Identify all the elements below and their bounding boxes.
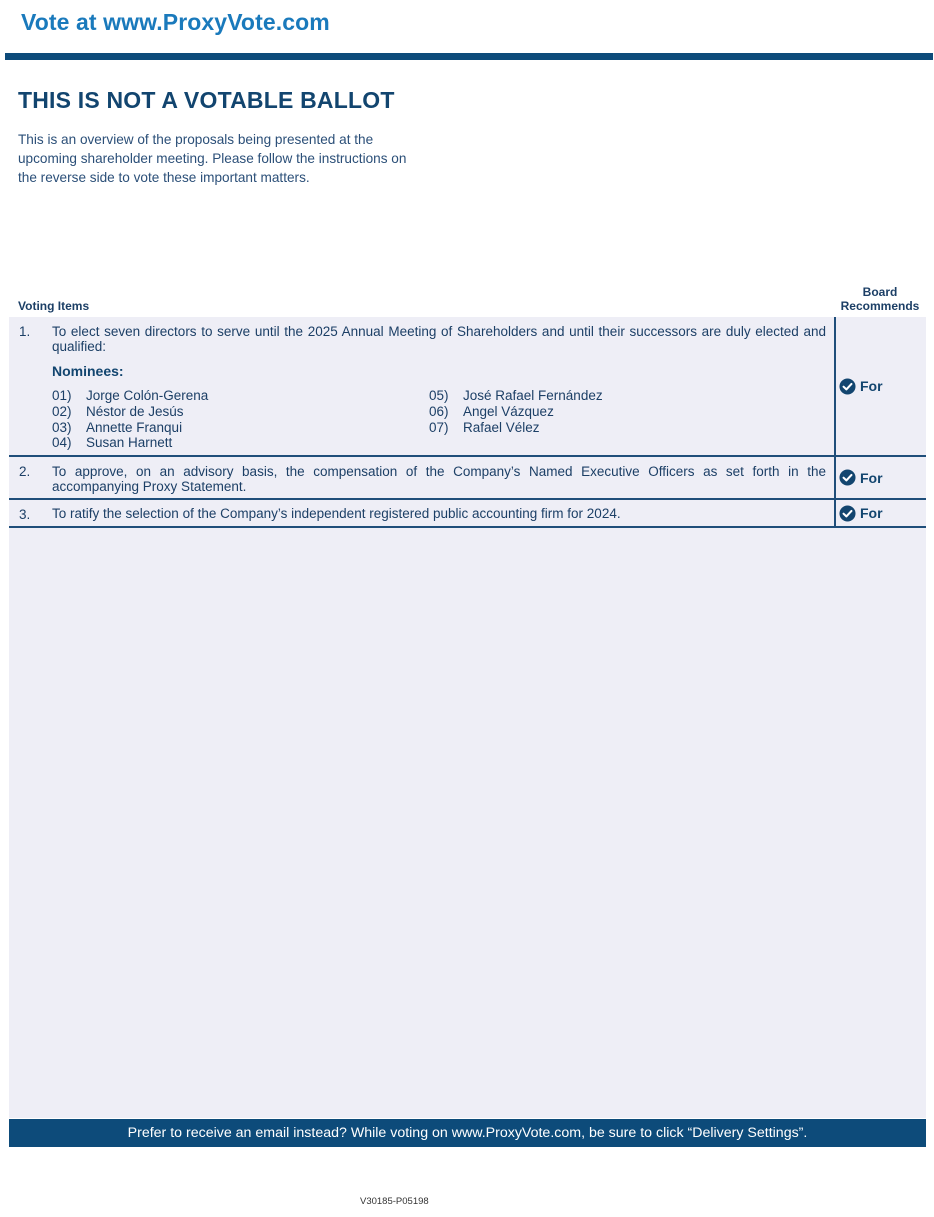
nominee-name: Annette Franqui: [86, 419, 183, 435]
nominee-number: 01): [52, 388, 72, 403]
voting-item-3: [9, 500, 926, 528]
nominee-number: 02): [52, 403, 72, 419]
intro-line: This is an overview of the proposals being presented at the: [18, 132, 374, 147]
nominee: [429, 420, 806, 436]
nominees-column-left: [52, 388, 429, 451]
nominee-name: Angel Vázquez: [463, 403, 554, 419]
board-label-line: Board: [862, 285, 898, 299]
item-body: [9, 457, 826, 498]
nominee-number: 05): [429, 388, 449, 403]
nominees-column-right: [429, 388, 806, 451]
recommendation: [839, 505, 883, 522]
nominee-number: 04): [52, 435, 72, 451]
voting-items-header: Voting Items: [18, 299, 90, 313]
board-recommendation-cell: [834, 317, 926, 455]
nominee-name: Rafael Vélez: [463, 419, 540, 435]
nominee-number: 03): [52, 419, 72, 435]
item-text: To ratify the selection of the Company’s independent registered public accounting firm for 2024.: [52, 506, 621, 522]
nominees-label: Nominees:: [52, 363, 124, 379]
email-delivery-notice: [9, 1119, 926, 1147]
voting-item-2: [9, 457, 926, 500]
nominee: [52, 420, 429, 436]
board-recommendation-cell: [834, 500, 926, 526]
item-text: To approve, on an advisory basis, the compensation of the Company’s Named Executive Officers as set forth in the accompanying Proxy Statement.: [52, 464, 826, 495]
intro-line: the reverse side to vote these important matters.: [18, 170, 310, 185]
nominee: [429, 404, 806, 420]
nominee: [52, 388, 429, 404]
board-label-line: Recommends: [840, 299, 920, 313]
recommendation-label: For: [860, 378, 883, 395]
item-text: To elect seven directors to serve until the 2025 Annual Meeting of Shareholders and until their successors are duly elected and qualified:: [52, 324, 826, 354]
voting-item-1: [9, 317, 926, 457]
recommendation-label: For: [860, 469, 883, 486]
recommendation-label: For: [860, 505, 883, 522]
item-body: [9, 317, 826, 455]
item-number: 1.: [19, 324, 31, 339]
voting-items-table: [9, 317, 926, 528]
check-circle-icon: [839, 505, 856, 522]
check-circle-icon: [839, 378, 856, 395]
item-number: 3.: [19, 507, 31, 523]
board-recommendation-cell: [834, 457, 926, 498]
nominees-list: [52, 388, 826, 455]
intro-paragraph: [18, 130, 478, 187]
board-recommends-header: [832, 285, 928, 313]
recommendation: [839, 469, 883, 486]
nominee-name: Néstor de Jesús: [86, 403, 184, 419]
nominee-name: Susan Harnett: [86, 435, 173, 451]
nominee-name: José Rafael Fernández: [463, 388, 603, 403]
nominee-number: 06): [429, 403, 449, 419]
check-circle-icon: [839, 469, 856, 486]
recommendation: [839, 378, 883, 395]
page-title: THIS IS NOT A VOTABLE BALLOT: [18, 87, 395, 113]
item-number: 2.: [19, 464, 31, 480]
document-code: V30185-P05198: [360, 1196, 429, 1207]
item-body: [9, 500, 826, 526]
nominee: [52, 404, 429, 420]
nominee: [52, 435, 429, 451]
top-rule-divider: [5, 53, 933, 60]
nominee: [429, 388, 806, 404]
nominee-name: Jorge Colón-Gerena: [86, 388, 209, 403]
nominee-number: 07): [429, 419, 449, 435]
email-delivery-notice-text: Prefer to receive an email instead? While voting on www.ProxyVote.com, be sure to click “Delivery Settings”.: [127, 1125, 808, 1141]
vote-url-link[interactable]: Vote at www.ProxyVote.com: [21, 9, 330, 35]
intro-line: upcoming shareholder meeting. Please follow the instructions on: [18, 151, 407, 166]
